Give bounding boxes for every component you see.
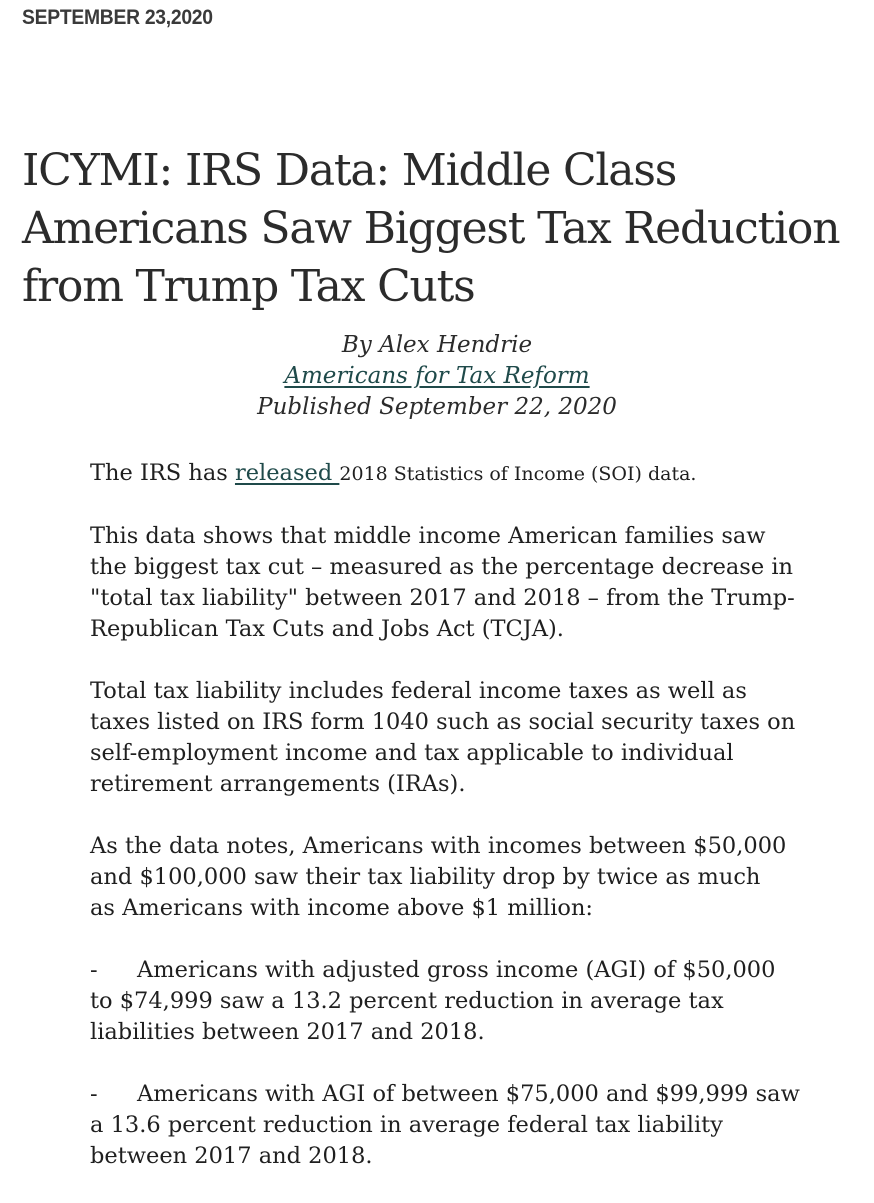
paragraph-middle-income bbox=[90, 521, 860, 645]
paragraph-data-notes bbox=[90, 831, 860, 924]
headline-line: Americans Saw Biggest Tax Reduction bbox=[22, 203, 840, 254]
paragraph-total-tax-liability bbox=[90, 676, 860, 800]
article-body bbox=[90, 458, 860, 1203]
paragraph-line: between 2017 and 2018. bbox=[90, 1143, 373, 1169]
paragraph-line: liabilities between 2017 and 2018. bbox=[90, 1019, 485, 1045]
paragraph-line: self-employment income and tax applicable to individual bbox=[90, 740, 734, 766]
paragraph-line: Total tax liability includes federal income taxes as well as bbox=[90, 678, 747, 704]
headline-line: from Trump Tax Cuts bbox=[22, 261, 475, 312]
bullet-marker: - bbox=[90, 957, 98, 983]
byline-published-date: Published September 22, 2020 bbox=[257, 394, 617, 420]
paragraph-irs-release bbox=[90, 458, 860, 490]
post-date: SEPTEMBER 23,2020 bbox=[22, 6, 213, 29]
paragraph-text: The IRS has bbox=[90, 460, 235, 486]
paragraph-line: retirement arrangements (IRAs). bbox=[90, 771, 466, 797]
bullet-agi-50k-75k bbox=[90, 955, 860, 1048]
paragraph-line: as Americans with income above $1 million: bbox=[90, 895, 594, 921]
paragraph-line: Americans with adjusted gross income (AGI) of $50,000 bbox=[137, 957, 776, 983]
bullet-marker: - bbox=[90, 1081, 98, 1107]
paragraph-line: the biggest tax cut – measured as the percentage decrease in bbox=[90, 554, 794, 580]
paragraph-line: a 13.6 percent reduction in average federal tax liability bbox=[90, 1112, 723, 1138]
paragraph-line: Republican Tax Cuts and Jobs Act (TCJA). bbox=[90, 616, 564, 642]
organization-link[interactable]: Americans for Tax Reform bbox=[284, 363, 590, 389]
paragraph-line: Americans with AGI of between $75,000 and $99,999 saw bbox=[137, 1081, 800, 1107]
paragraph-line: and $100,000 saw their tax liability drop by twice as much bbox=[90, 864, 761, 890]
paragraph-line: "total tax liability" between 2017 and 2018 – from the Trump- bbox=[90, 585, 795, 611]
byline-author: By Alex Hendrie bbox=[341, 332, 533, 358]
paragraph-text: 2018 Statistics of Income (SOI) data. bbox=[339, 463, 697, 485]
headline-line: ICYMI: IRS Data: Middle Class bbox=[22, 145, 677, 196]
paragraph-line: taxes listed on IRS form 1040 such as social security taxes on bbox=[90, 709, 796, 735]
paragraph-line: This data shows that middle income American families saw bbox=[90, 523, 766, 549]
paragraph-line: As the data notes, Americans with incomes between $50,000 bbox=[90, 833, 787, 859]
byline bbox=[0, 330, 874, 423]
bullet-agi-75k-100k bbox=[90, 1079, 860, 1172]
released-link[interactable]: released bbox=[234, 460, 340, 486]
paragraph-line: to $74,999 saw a 13.2 percent reduction in average tax bbox=[90, 988, 724, 1014]
article-headline bbox=[22, 142, 862, 316]
